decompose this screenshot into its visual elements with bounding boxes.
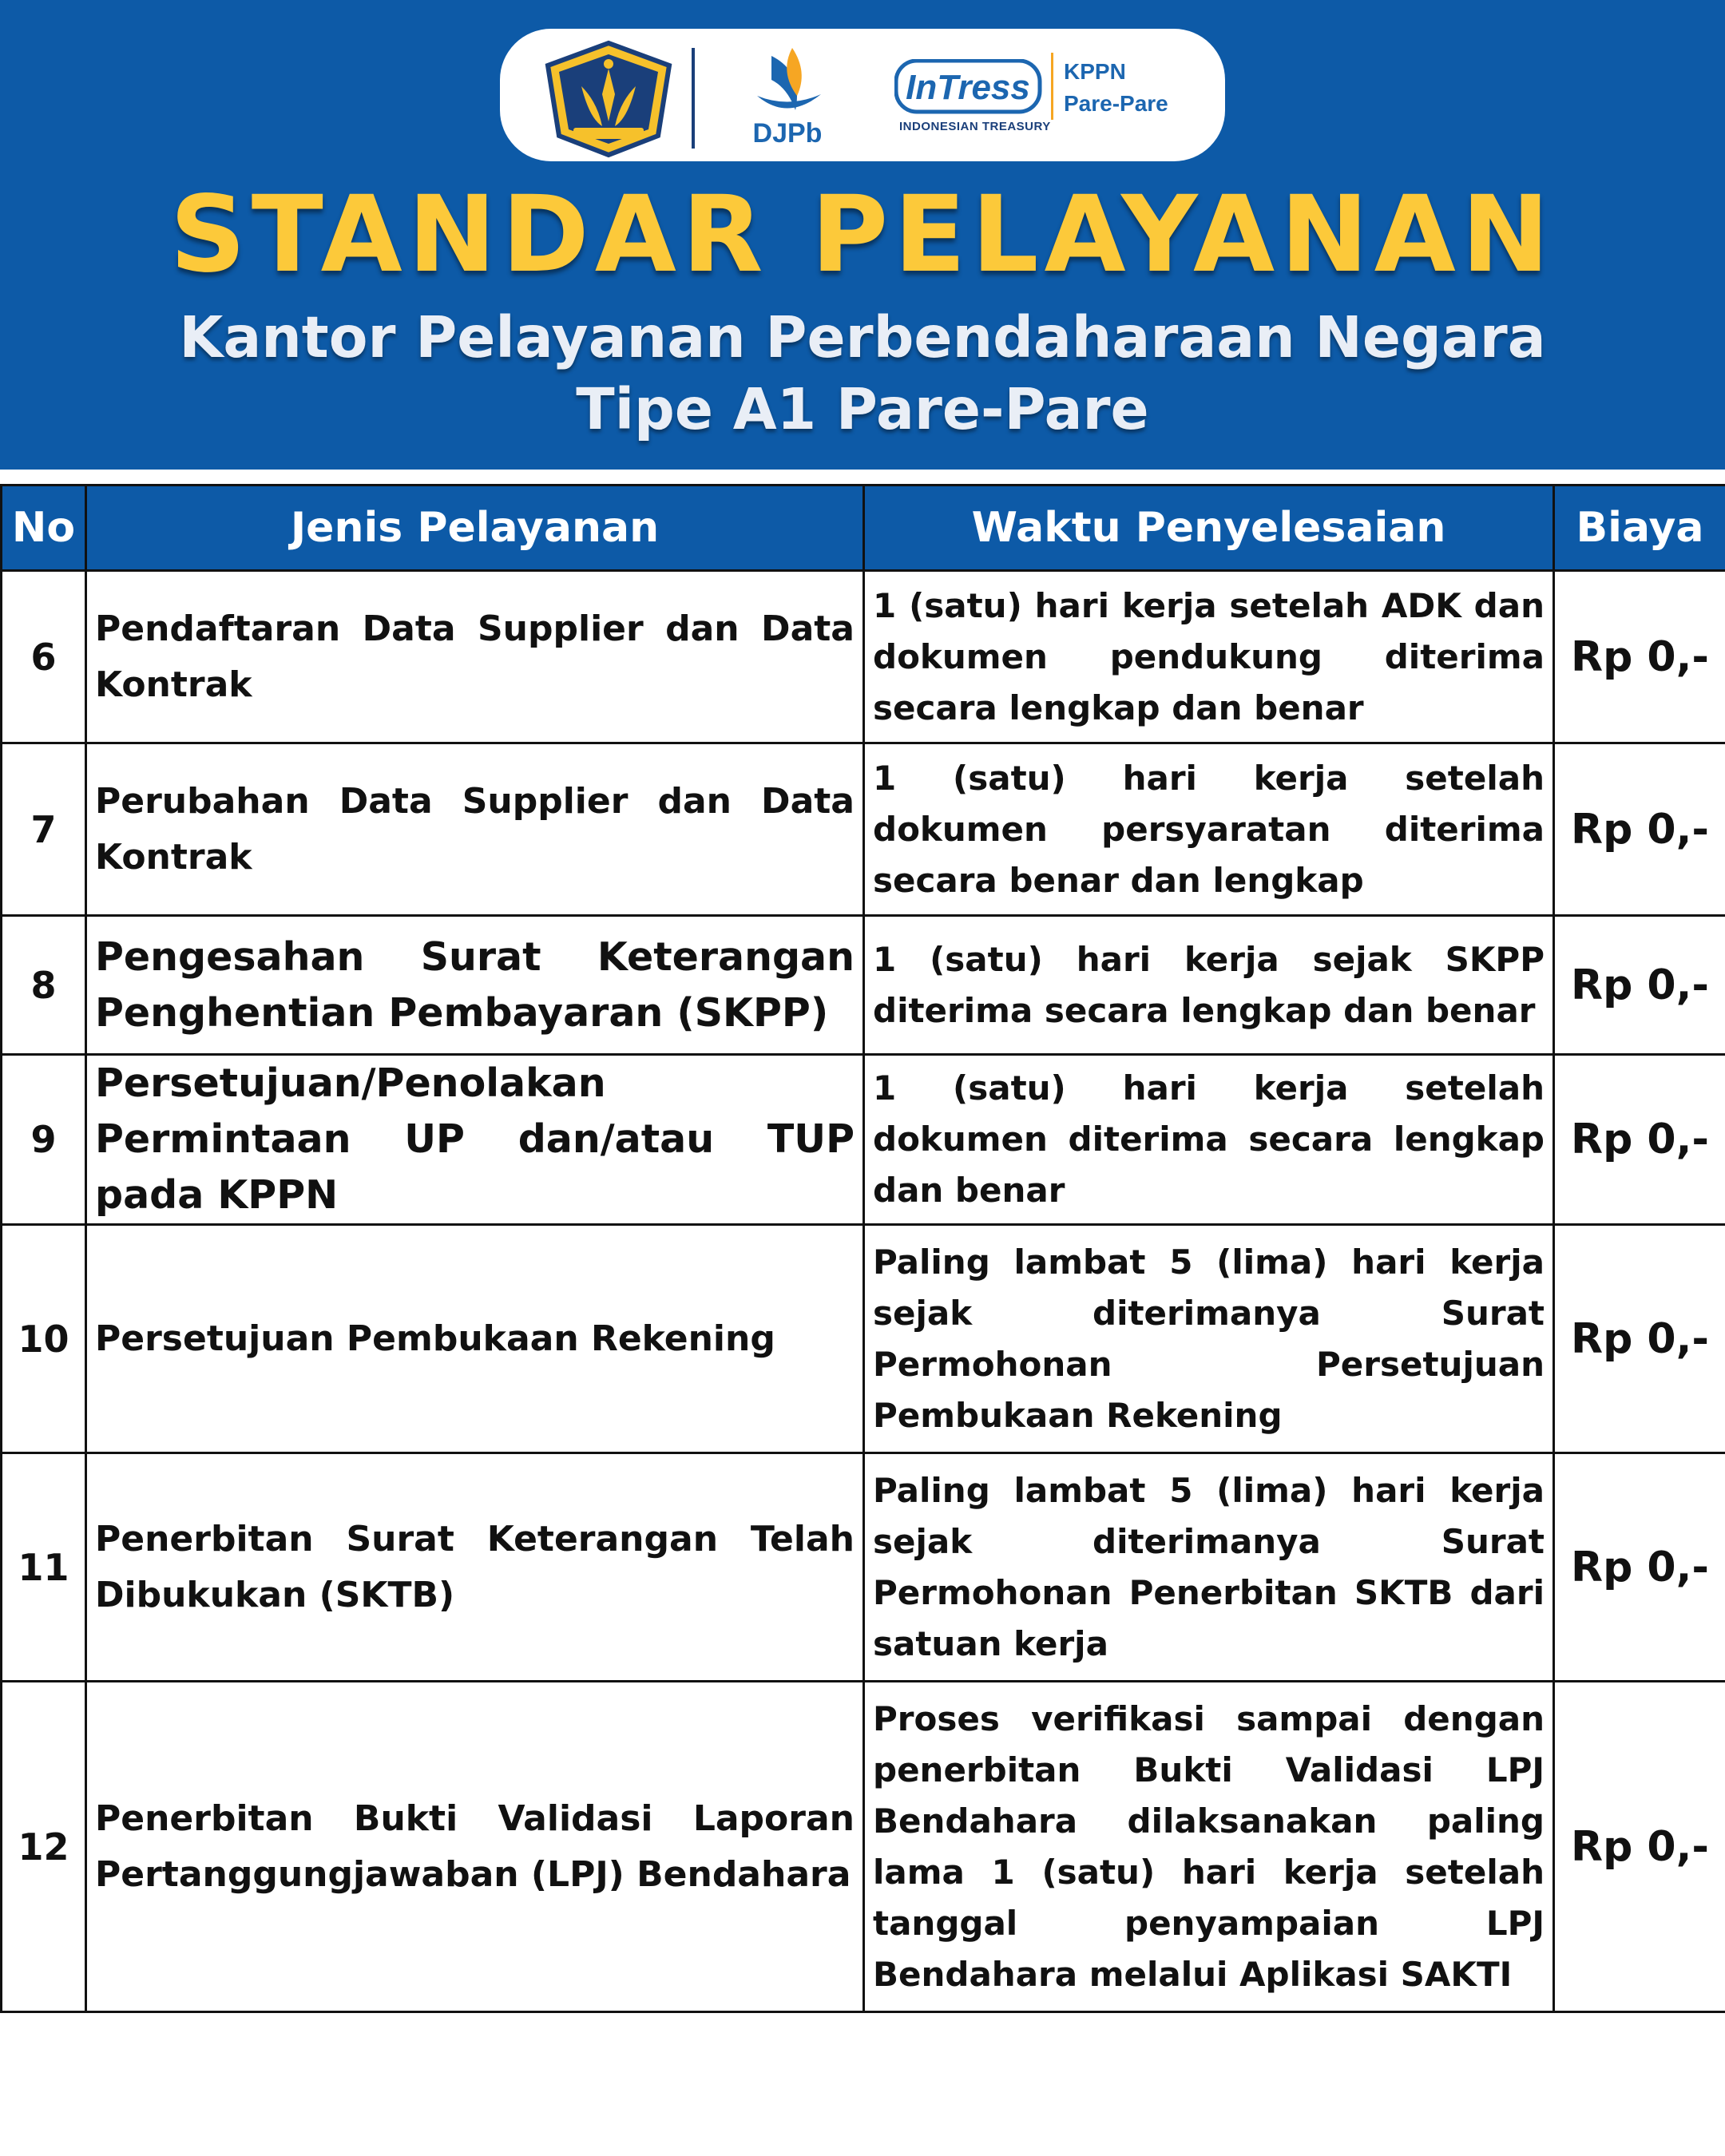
row-no: 10 [2,1225,86,1453]
kppn-line-2: Pare-Pare [1064,91,1168,116]
service-standards-table [0,484,1725,2013]
row-jenis: Pendaftaran Data Supplier dan Data Kontrak [86,571,864,743]
kemenkeu-logo [541,38,676,158]
header-waktu-penyelesaian: Waktu Penyelesaian [864,485,1554,571]
djpb-label: DJPb [752,118,823,149]
row-no: 7 [2,743,86,916]
table-row [2,1225,1725,1453]
subtitle-line-2: Tipe A1 Pare-Pare [576,376,1149,442]
table-row [2,571,1725,743]
kppn-line-1: KPPN [1064,59,1126,84]
kppn-label [1064,56,1223,120]
row-jenis: Persetujuan Pembukaan Rekening [86,1225,864,1453]
header-banner [0,0,1725,470]
table-header-row [2,485,1725,571]
intress-tagline: INDONESIAN TREASURY [899,120,1051,133]
row-biaya: Rp 0,- [1554,916,1725,1055]
kppn-divider [1051,53,1053,120]
row-no: 12 [2,1682,86,2012]
row-biaya: Rp 0,- [1554,1225,1725,1453]
row-biaya: Rp 0,- [1554,571,1725,743]
row-waktu: 1 (satu) hari kerja sejak SKPP diterima secara lengkap dan benar [864,916,1554,1055]
row-biaya: Rp 0,- [1554,1682,1725,2012]
row-jenis: Pengesahan Surat Keterangan Penghentian Pembayaran (SKPP) [86,916,864,1055]
table-row [2,1453,1725,1682]
row-no: 9 [2,1055,86,1225]
table-row [2,1055,1725,1225]
page-title: STANDAR PELAYANAN [169,173,1556,296]
header-no: No [2,485,86,571]
header-biaya: Biaya [1554,485,1725,571]
table-row [2,916,1725,1055]
row-waktu: 1 (satu) hari kerja setelah ADK dan dokumen pendukung diterima secara lengkap dan benar [864,571,1554,743]
subtitle-line-1: Kantor Pelayanan Perbendaharaan Negara [179,304,1546,371]
row-jenis: Perubahan Data Supplier dan Data Kontrak [86,743,864,916]
row-biaya: Rp 0,- [1554,743,1725,916]
row-jenis: Penerbitan Bukti Validasi Laporan Pertanggungjawaban (LPJ) Bendahara [86,1682,864,2012]
intress-text: InTress [906,68,1030,107]
row-no: 6 [2,571,86,743]
logo-divider [692,48,695,149]
row-waktu: 1 (satu) hari kerja setelah dokumen persyaratan diterima secara benar dan lengkap [864,743,1554,916]
logo-bar [500,29,1225,161]
intress-logo [894,59,1062,115]
row-waktu: 1 (satu) hari kerja setelah dokumen diterima secara lengkap dan benar [864,1055,1554,1225]
row-waktu: Paling lambat 5 (lima) hari kerja sejak diterimanya Surat Permohonan Penerbitan SKTB dari satuan kerja [864,1453,1554,1682]
row-no: 8 [2,916,86,1055]
row-biaya: Rp 0,- [1554,1453,1725,1682]
table-row [2,743,1725,916]
row-jenis: Penerbitan Surat Keterangan Telah Dibukukan (SKTB) [86,1453,864,1682]
table-row [2,1682,1725,2012]
row-waktu: Proses verifikasi sampai dengan penerbitan Bukti Validasi LPJ Bendahara dilaksanakan paling lama 1 (satu) hari kerja setelah tanggal penyampaian LPJ Bendahara melalui Aplikasi SAKTI [864,1682,1554,2012]
row-biaya: Rp 0,- [1554,1055,1725,1225]
row-waktu: Paling lambat 5 (lima) hari kerja sejak diterimanya Surat Permohonan Persetujuan Pembukaan Rekening [864,1225,1554,1453]
header-jenis-pelayanan: Jenis Pelayanan [86,485,864,571]
row-jenis: Persetujuan/Penolakan Permintaan UP dan/atau TUP pada KPPN [86,1055,864,1225]
row-no: 11 [2,1453,86,1682]
